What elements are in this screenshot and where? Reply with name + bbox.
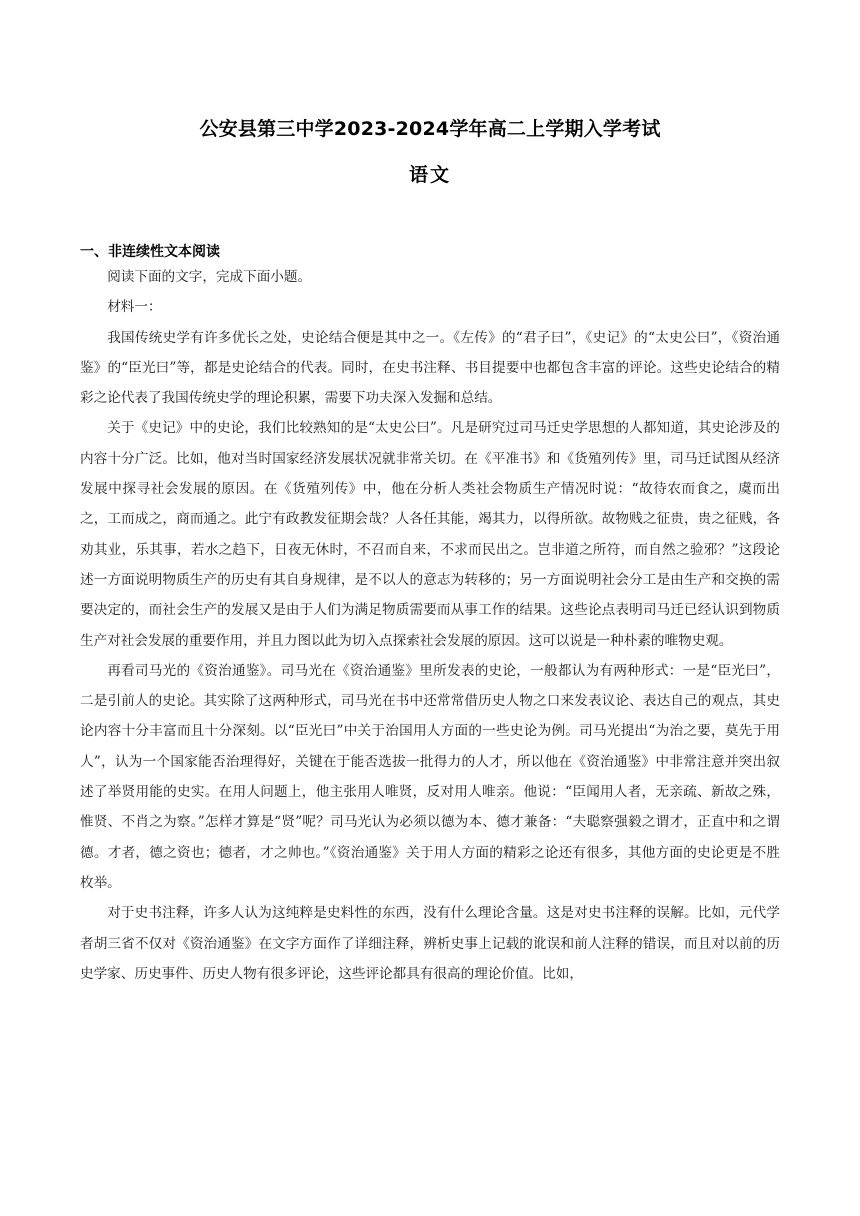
paragraph: 关于《史记》中的史论，我们比较熟知的是“太史公曰”。凡是研究过司马迁史学思想的人都知道，其史论涉及的内容十分广泛。比如，他对当时国家经济发展状况就非常关切。在《平准书》和《货殖列传》里，司马迁试图从经济发展中探寻社会发展的原因。在《货殖列传》中，他在分析人类社会物质生产情况时说：“故待农而食之，虞而出之，工而成之，商而通之。此宁有政教发征期会哉？人各任其能，竭其力，以得所欲。故物贱之征贵，贵之征贱，各劝其业，乐其事，若水之趋下，日夜无休时，不召而自来，不求而民出之。岂非道之所符，而自然之验邪？”这段论述一方面说明物质生产的历史有其自身规律，是不以人的意志为转移的；另一方面说明社会分工是由生产和交换的需要决定的，而社会生产的发展又是由于人们为满足物质需要而从事工作的结果。这些论点表明司马迁已经认识到物质生产对社会发展的重要作用，并且力图以此为切入点探索社会发展的原因。这可以说是一种朴素的唯物史观。 bbox=[80, 420, 780, 649]
paragraph: 我国传统史学有许多优长之处，史论结合便是其中之一。《左传》的“君子曰”，《史记》的“太史公曰”，《资治通鉴》的“臣光曰”等，都是史论结合的代表。同时，在史书注释、书目提要中也都包含丰富的评论。这些史论结合的精彩之论代表了我国传统史学的理论积累，需要下功夫深入发掘和总结。 bbox=[80, 329, 780, 407]
document-title: 公安县第三中学2023-2024学年高二上学期入学考试 bbox=[199, 118, 661, 140]
instruction-text: 阅读下面的文字，完成下面小题。 bbox=[107, 269, 312, 285]
paragraph: 再看司马光的《资治通鉴》。司马光在《资治通鉴》里所发表的史论，一般都认为有两种形式：一是“臣光曰”，二是引前人的史论。其实除了这两种形式，司马光在书中还常常借历史人物之口来发表议论、表达自己的观点，其史论内容十分丰富而且十分深刻。以“臣光曰”中关于治国用人方面的一些史论为例。司马光提出“为治之要，莫先于用人”，认为一个国家能否治理得好，关键在于能否选拔一批得力的人才，所以他在《资治通鉴》中非常注意并突出叙述了举贤用能的史实。在用人问题上，他主张用人唯贤，反对用人唯亲。他说：“臣闻用人者，无亲疏、新故之殊，惟贤、不肖之为察。”怎样才算是“贤”呢？司马光认为必须以德为本、德才兼备：“夫聪察强毅之谓才，正直中和之谓德。才者，德之资也；德者，才之帅也。”《资治通鉴》关于用人方面的精彩之论还有很多，其他方面的史论更是不胜枚举。 bbox=[80, 662, 780, 891]
reading-passage bbox=[80, 262, 780, 989]
document-subject: 语文 bbox=[408, 164, 451, 186]
material-label: 材料一： bbox=[107, 299, 162, 316]
section-heading: 一、非连续性文本阅读 bbox=[80, 244, 220, 260]
paragraph: 对于史书注释，许多人认为这纯粹是史料性的东西，没有什么理论含量。这是对史书注释的误解。比如，元代学者胡三省不仅对《资治通鉴》在文字方面作了详细注释，辨析史事上记载的讹误和前人注释的错误，而且对以前的历史学家、历史事件、历史人物有很多评论，这些评论都具有很高的理论价值。比如， bbox=[80, 905, 780, 982]
